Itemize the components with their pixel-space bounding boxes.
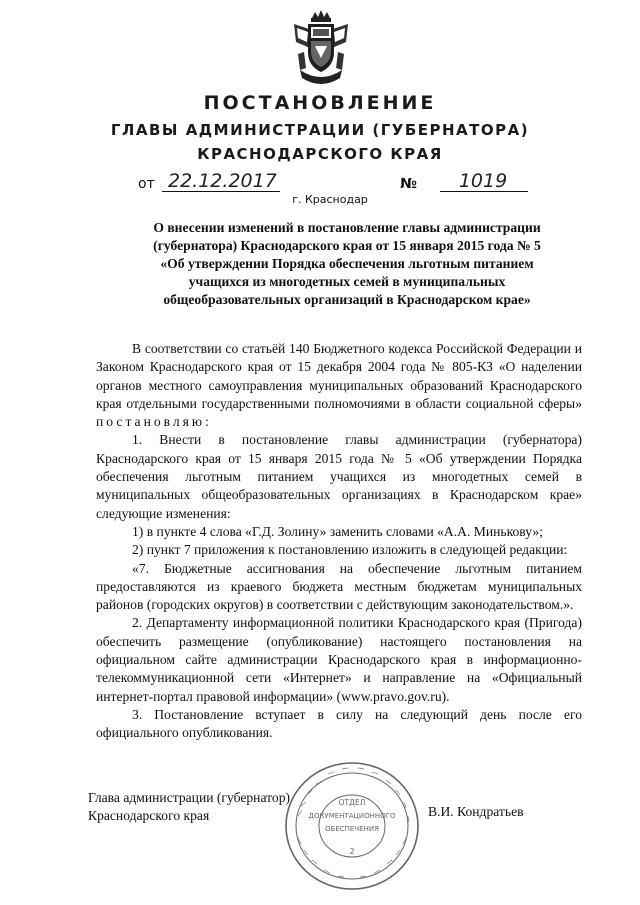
office-stamp xyxy=(282,758,422,894)
position-line: Краснодарского края xyxy=(88,808,210,823)
item-1-1-paragraph: 1) в пункте 4 слова «Г.Д. Золину» заменить словами «А.А. Минькову»; xyxy=(132,523,543,539)
coat-of-arms-emblem xyxy=(290,8,352,88)
stamp-number: 2 xyxy=(349,847,355,856)
title-line: «Об утверждении Порядка обеспечения льготным питанием xyxy=(160,256,534,271)
item-2-paragraph: 2. Департаменту информационной политики Краснодарского края (Пригода) обеспечить размещение (опубликование) настоящего постановления на официальном сайте администрации Краснодарского края в информационно-телекоммуникационной сети «Интернет» и направление на «Официальный интернет-портал правовой информации» (www.pravo.gov.ru). xyxy=(96,615,582,704)
date-from-label: от xyxy=(138,176,155,192)
item-1-quote-paragraph: «7. Бюджетные ассигнования на обеспечение льготным питанием предоставляются из краевого бюджета местным бюджетам муниципальных районов (городских округов) в соответствии с действующим законодательством.». xyxy=(96,560,582,613)
preamble-paragraph xyxy=(96,340,582,431)
title-line: О внесении изменений в постановление главы администрации xyxy=(153,220,541,235)
region-heading: КРАСНОДАРСКОГО КРАЯ xyxy=(197,145,443,163)
document-title xyxy=(112,219,582,309)
title-line: (губернатора) Краснодарского края от 15 января 2015 года № 5 xyxy=(153,238,541,253)
city-label: г. Краснодар xyxy=(292,193,368,206)
item-1-paragraph: 1. Внести в постановление главы администрации (губернатора) Краснодарского края от 15 января 2015 года № 5 «Об утверждении Порядка обеспечения льготным питанием учащихся из многодетных семей в муниципальных общеобразовательных организациях в Краснодарском крае» следующие изменения: xyxy=(96,432,582,521)
signatory-name: В.И. Кондратьев xyxy=(428,804,524,819)
handwritten-number: 1019 xyxy=(458,170,508,192)
resolve-word: постановляю: xyxy=(96,414,212,430)
preamble-text: В соответствии со статьёй 140 Бюджетного кодекса Российской Федерации и Законом Краснодарского края от 15 декабря 2004 года № 805-КЗ «О наделении органов местного самоуправления муниципальных образований Краснодарского края отдельными государственными полномочиями в области социальной сферы» xyxy=(96,341,582,411)
number-underline xyxy=(440,191,528,192)
item-3-paragraph: 3. Постановление вступает в силу на следующий день после его официального опубликования. xyxy=(96,706,582,741)
date-underline xyxy=(162,191,280,192)
stamp-line-3: ОБЕСПЕЧЕНИЯ xyxy=(325,825,379,833)
document-body xyxy=(96,340,582,743)
title-line: учащихся из многодетных семей в муниципальных xyxy=(188,274,506,289)
stamp-line-2: ДОКУМЕНТАЦИОННОГО xyxy=(308,812,396,820)
signatory-position xyxy=(88,789,290,825)
document-type-heading: ПОСТАНОВЛЕНИЕ xyxy=(203,92,437,114)
handwritten-date: 22.12.2017 xyxy=(168,170,277,192)
position-line: Глава администрации (губернатор) xyxy=(88,790,291,805)
number-label: № xyxy=(400,176,417,192)
stamp-line-1: ОТДЕЛ xyxy=(338,798,366,807)
authority-heading: ГЛАВЫ АДМИНИСТРАЦИИ (ГУБЕРНАТОРА) xyxy=(110,121,530,139)
item-1-2-paragraph: 2) пункт 7 приложения к постановлению изложить в следующей редакции: xyxy=(132,542,568,558)
title-line: общеобразовательных организаций в Краснодарском крае» xyxy=(163,292,531,307)
